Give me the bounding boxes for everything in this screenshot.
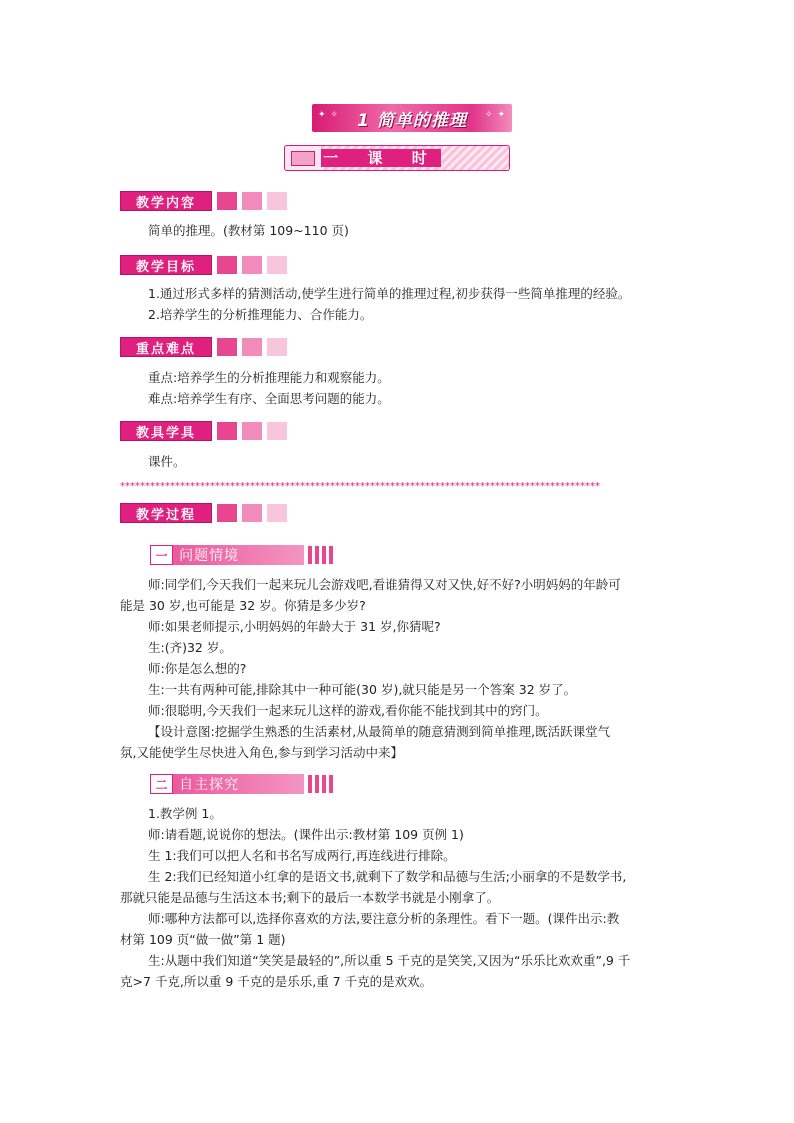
dialogue-line: 生 1:我们可以把人名和书名写成两行,再连线进行排除。 [148, 848, 456, 863]
subsection-number: 一 [150, 545, 173, 565]
decor-square [242, 504, 262, 522]
dialogue-line: 生 2:我们已经知道小红拿的是语文书,就剩下了数学和品德与生活;小丽拿的不是数学书, [148, 869, 627, 884]
decor-square [267, 504, 287, 522]
dialogue-line: 生:(齐)32 岁。 [148, 640, 232, 655]
decor-square [267, 422, 287, 440]
section-header-content [120, 191, 287, 211]
dialogue-line: 师:如果老师提示,小明妈妈的年龄大于 31 岁,你猜呢? [148, 619, 441, 634]
lesson-subtitle: 一 课 时 [323, 149, 439, 167]
decor-square [217, 504, 237, 522]
lesson-title: 1 简单的推理 [357, 110, 467, 131]
goal-line: 1.通过形式多样的猜测活动,使学生进行简单的推理过程,初步获得一些简单推理的经验。 [148, 286, 631, 301]
content-text: 简单的推理。(教材第 109~110 页) [148, 223, 349, 238]
asterisk-divider: ************************************************************************************************ [120, 481, 600, 492]
decor-square [242, 192, 262, 210]
decor-square [242, 256, 262, 274]
decor-square [217, 338, 237, 356]
subsection-header-2 [150, 774, 336, 794]
decor-square [267, 256, 287, 274]
section-label: 重点难点 [120, 337, 212, 357]
section-label: 教具学具 [120, 421, 212, 441]
section-header-process [120, 503, 287, 523]
decor-square [217, 422, 237, 440]
dialogue-line: 师:哪种方法都可以,选择你喜欢的方法,要注意分析的条理性。看下一题。(课件出示:教 [148, 911, 620, 926]
section-label: 教学目标 [120, 255, 212, 275]
dialogue-line: 那就只能是品德与生活这本书;剩下的最后一本数学书就是小刚拿了。 [120, 890, 500, 905]
section-header-tools [120, 421, 287, 441]
decor-square [217, 256, 237, 274]
subsection-title: 自主探究 [173, 774, 304, 794]
tools-text: 课件。 [148, 454, 186, 469]
decor-square [217, 192, 237, 210]
dialogue-line: 1.教学例 1。 [148, 806, 222, 821]
decor-square [267, 338, 287, 356]
dialogue-line: 师:很聪明,今天我们一起来玩儿这样的游戏,看你能不能找到其中的窍门。 [148, 703, 548, 718]
star-icons-right: ✧ ✦ [485, 110, 506, 120]
section-header-goals [120, 255, 287, 275]
goal-line: 2.培养学生的分析推理能力、合作能力。 [148, 307, 373, 322]
section-label: 教学内容 [120, 191, 212, 211]
dialogue-line: 材第 109 页“做一做”第 1 题) [120, 932, 286, 947]
tick-decoration [308, 546, 336, 564]
design-intent-line: 氛,又能使学生尽快进入角色,参与到学习活动中来】 [120, 745, 403, 760]
design-intent-line: 【设计意图:挖掘学生熟悉的生活素材,从最简单的随意猜测到简单推理,既活跃课堂气 [148, 724, 611, 739]
tick-decoration [308, 775, 336, 793]
dialogue-line: 克>7 千克,所以重 9 千克的是乐乐,重 7 千克的是欢欢。 [120, 974, 433, 989]
keypoint-line: 重点:培养学生的分析推理能力和观察能力。 [148, 370, 390, 385]
banner-tab-decoration [291, 151, 315, 166]
subsection-header-1 [150, 545, 336, 565]
dialogue-line: 生:从题中我们知道“笑笑是最轻的”,所以重 5 千克的是笑笑,又因为“乐乐比欢欢重”,9 千 [148, 953, 631, 968]
section-header-keypoints [120, 337, 287, 357]
section-label: 教学过程 [120, 503, 212, 523]
subsection-number: 二 [150, 774, 173, 794]
dialogue-line: 师:同学们,今天我们一起来玩儿会游戏吧,看谁猜得又对又快,好不好?小明妈妈的年龄可 [148, 577, 621, 592]
dialogue-line: 生:一共有两种可能,排除其中一种可能(30 岁),就只能是另一个答案 32 岁了。 [148, 682, 577, 697]
lesson-subtitle-banner [284, 145, 510, 171]
decor-square [267, 192, 287, 210]
dialogue-line: 师:请看题,说说你的想法。(课件出示:教材第 109 页例 1) [148, 827, 464, 842]
subsection-title: 问题情境 [173, 545, 304, 565]
decor-square [242, 422, 262, 440]
keypoint-line: 难点:培养学生有序、全面思考问题的能力。 [148, 391, 390, 406]
lesson-title-banner [312, 104, 512, 132]
star-icons-left: ✦ ✧ [318, 110, 339, 120]
dialogue-line: 能是 30 岁,也可能是 32 岁。你猜是多少岁? [120, 598, 366, 613]
dialogue-line: 师:你是怎么想的? [148, 661, 247, 676]
decor-square [242, 338, 262, 356]
